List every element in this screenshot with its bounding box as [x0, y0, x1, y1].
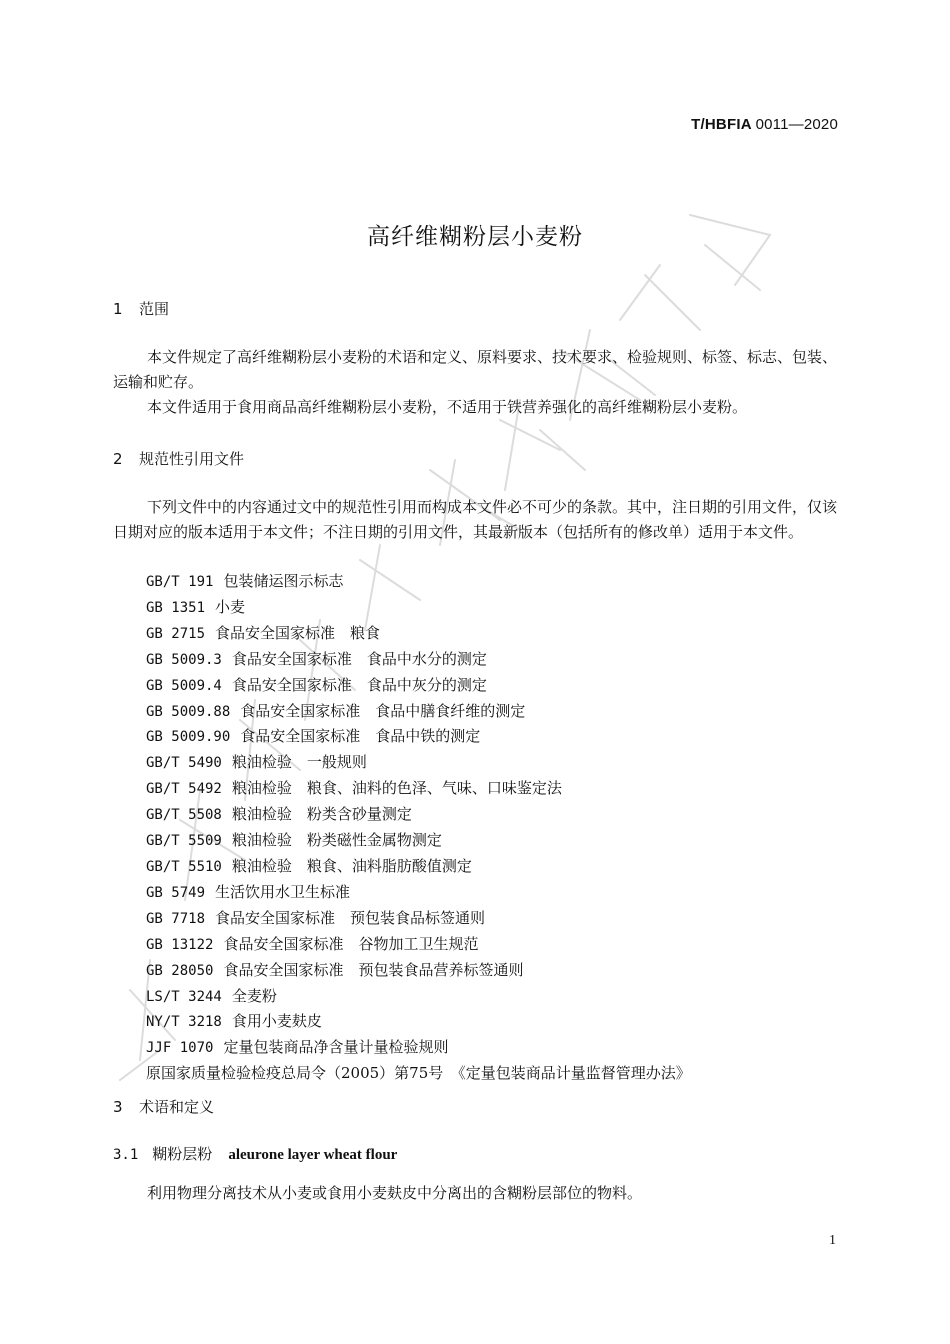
reference-code: GB 28050 [146, 962, 214, 979]
reference-title: 粮油检验 粮食、油料的色泽、气味、口味鉴定法 [231, 779, 562, 798]
reference-title: 食品安全国家标准 谷物加工卫生规范 [223, 934, 479, 953]
reference-title: 食品安全国家标准 粮食 [215, 623, 381, 642]
reference-code: GB 5009.88 [146, 703, 231, 720]
page-number: 1 [829, 1233, 836, 1248]
section-1-heading [113, 298, 169, 319]
reference-item [146, 932, 691, 958]
reference-title: 包装储运图示标志 [223, 572, 344, 590]
reference-item [146, 854, 691, 880]
reference-code: GB/T 5510 [146, 858, 222, 875]
reference-code: GB 7718 [146, 910, 206, 927]
reference-code: GB/T 5509 [146, 833, 222, 850]
reference-code: GB 13122 [146, 936, 214, 953]
reference-item [146, 621, 691, 647]
reference-code: JJF 1070 [146, 1040, 214, 1057]
section-1-paragraph-2: 本文件适用于食用商品高纤维糊粉层小麦粉，不适用于铁营养强化的高纤维糊粉层小麦粉。 [147, 398, 748, 416]
section-title: 范围 [139, 300, 170, 318]
reference-title: 原国家质量检验检疫总局令（2005）第75号 《定量包装商品计量监督管理办法》 [146, 1064, 691, 1083]
reference-title: 食品安全国家标准 食品中膳食纤维的测定 [240, 701, 526, 720]
reference-code: GB 5009.4 [146, 677, 222, 694]
reference-title: 生活饮用水卫生标准 [215, 882, 351, 901]
reference-title: 小麦 [215, 597, 246, 616]
standard-code-prefix: T/HBFIA [691, 116, 752, 133]
reference-title: 全麦粉 [231, 986, 277, 1005]
reference-title: 食品安全国家标准 食品中铁的测定 [240, 727, 481, 746]
section-3-heading [113, 1096, 214, 1117]
reference-item [146, 699, 691, 725]
reference-item [146, 776, 691, 802]
reference-code: GB 5749 [146, 884, 206, 901]
term-3-1-heading [113, 1143, 397, 1164]
section-1-paragraph-1: 本文件规定了高纤维糊粉层小麦粉的术语和定义、原料要求、技术要求、检验规则、标签、标志、包装、运输和贮存。 [113, 348, 838, 391]
reference-title: 食品安全国家标准 预包装食品标签通则 [215, 908, 486, 927]
term-3-1-definition: 利用物理分离技术从小麦或食用小麦麸皮中分离出的含糊粉层部位的物料。 [147, 1184, 643, 1202]
section-number: 2 [113, 450, 123, 468]
term-number: 3.1 [113, 1147, 139, 1163]
section-2-intro: 下列文件中的内容通过文中的规范性引用而构成本文件必不可少的条款。其中，注日期的引用文件，仅该日期对应的版本适用于本文件；不注日期的引用文件，其最新版本（包括所有的修改单）适用于本文件。 [113, 498, 838, 541]
reference-title: 粮油检验 一般规则 [231, 753, 367, 772]
section-number: 1 [113, 300, 123, 318]
reference-item [146, 828, 691, 854]
section-title: 术语和定义 [139, 1098, 215, 1116]
reference-item [146, 1009, 691, 1035]
section-2-heading [113, 448, 244, 469]
reference-item [146, 673, 691, 699]
standard-code-number: 0011—2020 [755, 116, 838, 133]
standard-code [691, 116, 838, 133]
reference-item [146, 958, 691, 984]
reference-code: GB/T 5490 [146, 755, 222, 772]
reference-item [146, 569, 691, 595]
reference-code: GB/T 5492 [146, 781, 222, 798]
reference-item [146, 750, 691, 776]
reference-title: 食品安全国家标准 食品中水分的测定 [231, 649, 487, 668]
reference-code: GB/T 5508 [146, 807, 222, 824]
reference-item [146, 647, 691, 673]
document-title: 高纤维糊粉层小麦粉 [367, 224, 583, 250]
reference-title: 定量包装商品净含量计量检验规则 [223, 1038, 449, 1057]
reference-item [146, 802, 691, 828]
reference-title: 食用小麦麸皮 [231, 1012, 322, 1031]
reference-code: LS/T 3244 [146, 988, 222, 1005]
reference-item [146, 984, 691, 1010]
reference-code: GB/T 191 [146, 574, 214, 590]
section-number: 3 [113, 1098, 123, 1116]
reference-item [146, 906, 691, 932]
reference-code: GB 2715 [146, 625, 206, 642]
reference-code: GB 5009.90 [146, 729, 231, 746]
reference-title: 食品安全国家标准 食品中灰分的测定 [231, 675, 487, 694]
reference-title: 粮油检验 粉类含砂量测定 [231, 805, 412, 824]
reference-item [146, 1061, 691, 1086]
term-name-en: aleurone layer wheat flour [228, 1147, 398, 1163]
reference-code: GB 5009.3 [146, 651, 222, 668]
reference-list [146, 569, 691, 1086]
reference-item [146, 595, 691, 621]
reference-title: 粮油检验 粉类磁性金属物测定 [231, 831, 442, 850]
reference-title: 粮油检验 粮食、油料脂肪酸值测定 [231, 856, 472, 875]
reference-item [146, 1035, 691, 1061]
term-name-cn: 糊粉层粉 [152, 1145, 213, 1163]
section-title: 规范性引用文件 [139, 450, 245, 468]
reference-title: 食品安全国家标准 预包装食品营养标签通则 [223, 960, 524, 979]
reference-item [146, 724, 691, 750]
reference-item [146, 880, 691, 906]
reference-code: NY/T 3218 [146, 1014, 222, 1031]
reference-code: GB 1351 [146, 599, 206, 616]
